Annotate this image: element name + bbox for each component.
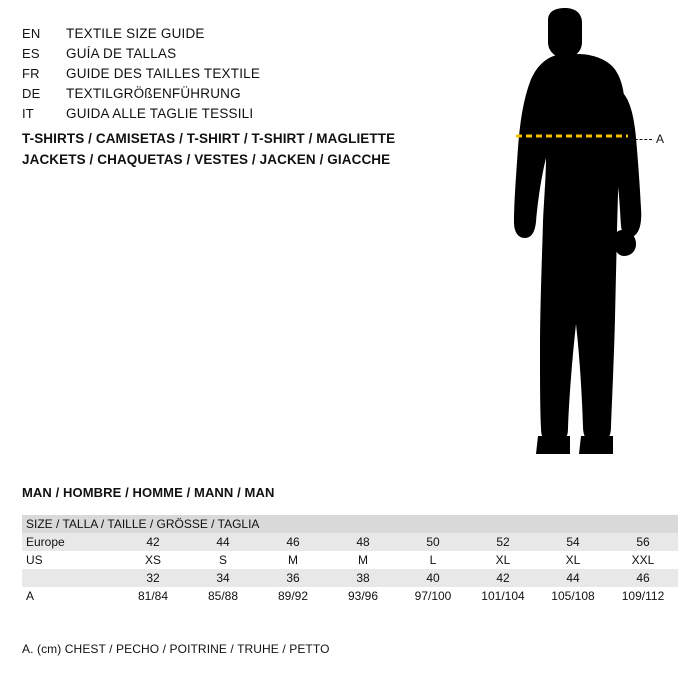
cell-us-1: XS xyxy=(118,551,188,569)
language-row xyxy=(22,84,442,104)
cell-europe-4: 48 xyxy=(328,533,398,551)
language-text: GUIDA ALLE TAGLIE TESSILI xyxy=(66,106,254,121)
measure-label-a: A xyxy=(656,132,665,146)
cell-a-8: 109/112 xyxy=(608,587,678,605)
cell-usnum-3: 36 xyxy=(258,569,328,587)
row-label-us: US xyxy=(22,551,118,569)
table-row xyxy=(22,533,678,551)
cell-europe-7: 54 xyxy=(538,533,608,551)
table-header-label: SIZE / TALLA / TAILLE / GRÖSSE / TAGLIA xyxy=(22,515,678,533)
language-code: DE xyxy=(22,86,41,101)
cell-europe-1: 42 xyxy=(118,533,188,551)
cell-us-2: S xyxy=(188,551,258,569)
cell-a-5: 97/100 xyxy=(398,587,468,605)
cell-usnum-7: 44 xyxy=(538,569,608,587)
language-code: IT xyxy=(22,106,34,121)
cell-a-3: 89/92 xyxy=(258,587,328,605)
cell-europe-8: 56 xyxy=(608,533,678,551)
group-label-man: MAN / HOMBRE / HOMME / MANN / MAN xyxy=(22,485,275,500)
language-row xyxy=(22,64,442,84)
cell-usnum-5: 40 xyxy=(398,569,468,587)
row-label-us-numeric xyxy=(22,569,118,587)
language-row xyxy=(22,104,442,124)
table-header-row xyxy=(22,515,678,533)
language-text: TEXTILE SIZE GUIDE xyxy=(66,26,205,41)
cell-usnum-6: 42 xyxy=(468,569,538,587)
cell-a-1: 81/84 xyxy=(118,587,188,605)
cell-us-4: M xyxy=(328,551,398,569)
cell-europe-6: 52 xyxy=(468,533,538,551)
language-row xyxy=(22,44,442,64)
table-row xyxy=(22,587,678,605)
cell-us-3: M xyxy=(258,551,328,569)
category-headings xyxy=(22,128,472,170)
cell-a-6: 101/104 xyxy=(468,587,538,605)
size-table xyxy=(22,515,678,605)
cell-europe-3: 46 xyxy=(258,533,328,551)
cell-us-7: XL xyxy=(538,551,608,569)
cell-usnum-2: 34 xyxy=(188,569,258,587)
male-silhouette-icon xyxy=(470,8,690,468)
table-row xyxy=(22,569,678,587)
cell-a-7: 105/108 xyxy=(538,587,608,605)
cell-a-2: 85/88 xyxy=(188,587,258,605)
cell-usnum-4: 38 xyxy=(328,569,398,587)
cell-usnum-1: 32 xyxy=(118,569,188,587)
language-text: TEXTILGRÖßENFÜHRUNG xyxy=(66,86,241,101)
cell-europe-2: 44 xyxy=(188,533,258,551)
cell-a-4: 93/96 xyxy=(328,587,398,605)
language-code: ES xyxy=(22,46,40,61)
table-row xyxy=(22,551,678,569)
language-code: FR xyxy=(22,66,40,81)
category-tshirts: T-SHIRTS / CAMISETAS / T-SHIRT / T-SHIRT / MAGLIETTE xyxy=(22,131,396,146)
row-label-a: A xyxy=(22,587,118,605)
footnote-chest: A. (cm) CHEST / PECHO / POITRINE / TRUHE / PETTO xyxy=(22,642,330,656)
language-text: GUIDE DES TAILLES TEXTILE xyxy=(66,66,261,81)
cell-europe-5: 50 xyxy=(398,533,468,551)
category-jackets: JACKETS / CHAQUETAS / VESTES / JACKEN / GIACCHE xyxy=(22,152,391,167)
measure-leader-line xyxy=(630,139,652,140)
row-label-europe: Europe xyxy=(22,533,118,551)
cell-usnum-8: 46 xyxy=(608,569,678,587)
cell-us-8: XXL xyxy=(608,551,678,569)
body-figure xyxy=(470,8,690,468)
language-text: GUÍA DE TALLAS xyxy=(66,46,177,61)
cell-us-6: XL xyxy=(468,551,538,569)
cell-us-5: L xyxy=(398,551,468,569)
language-row xyxy=(22,24,442,44)
language-list xyxy=(22,24,442,124)
language-code: EN xyxy=(22,26,41,41)
